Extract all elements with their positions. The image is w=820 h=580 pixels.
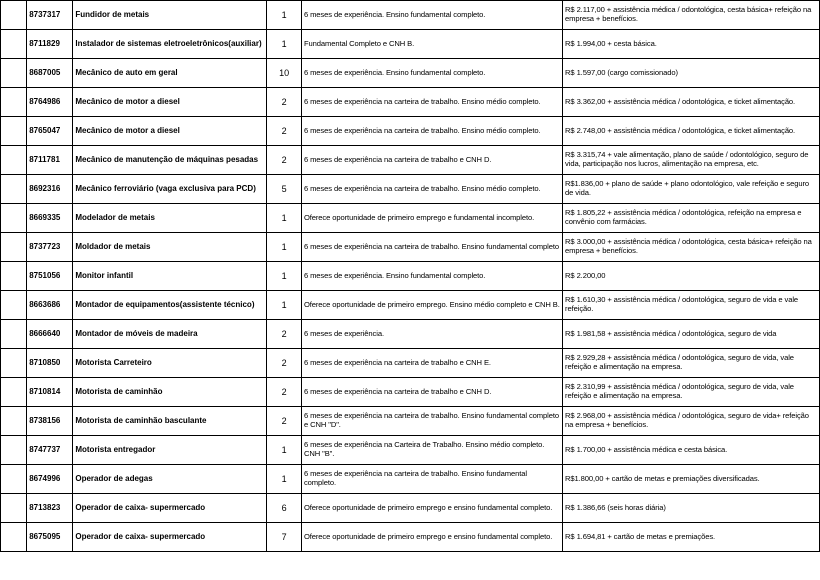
job-requirements: Oferece oportunidade de primeiro emprego. Ensino médio completo e CNH B. [301,291,562,320]
table-row [1,320,820,349]
job-title: Montador de móveis de madeira [73,320,267,349]
salary-benefits: R$ 2.748,00 + assistência médica / odontológica, e ticket alimentação. [563,117,820,146]
salary-benefits: R$ 1.597,00 (cargo comissionado) [563,59,820,88]
row-margin-cell [1,349,27,378]
job-title: Motorista entregador [73,436,267,465]
vacancy-count: 1 [267,465,302,494]
row-margin-cell [1,30,27,59]
vacancy-count: 1 [267,262,302,291]
job-title: Monitor infantil [73,262,267,291]
job-requirements: Oferece oportunidade de primeiro emprego e ensino fundamental completo. [301,523,562,552]
vacancy-count: 2 [267,117,302,146]
job-requirements: 6 meses de experiência na carteira de trabalho. Ensino fundamental completo. [301,465,562,494]
job-title: Modelador de metais [73,204,267,233]
job-requirements: 6 meses de experiência na carteira de trabalho. Ensino fundamental completo e CNH "D". [301,407,562,436]
job-code: 8737317 [27,1,73,30]
job-code: 8669335 [27,204,73,233]
job-title: Mecânico de auto em geral [73,59,267,88]
vacancy-count: 1 [267,291,302,320]
job-title: Fundidor de metais [73,1,267,30]
job-requirements: 6 meses de experiência na carteira de trabalho. Ensino médio completo. [301,117,562,146]
job-requirements: Oferece oportunidade de primeiro emprego e ensino fundamental completo. [301,494,562,523]
salary-benefits: R$ 2.117,00 + assistência médica / odontológica, cesta básica+ refeição na empresa + benefícios. [563,1,820,30]
table-row [1,88,820,117]
table-row [1,349,820,378]
row-margin-cell [1,436,27,465]
row-margin-cell [1,88,27,117]
row-margin-cell [1,523,27,552]
job-title: Motorista de caminhão [73,378,267,407]
salary-benefits: R$ 1.700,00 + assistência médica e cesta básica. [563,436,820,465]
job-code: 8737723 [27,233,73,262]
table-row [1,378,820,407]
table-row [1,204,820,233]
job-title: Mecânico de motor a diesel [73,88,267,117]
job-requirements: 6 meses de experiência na carteira de trabalho e CNH E. [301,349,562,378]
vacancy-count: 2 [267,88,302,117]
salary-benefits: R$ 1.805,22 + assistência médica / odontológica, refeição na empresa e convênio com farmácias. [563,204,820,233]
salary-benefits: R$ 1.610,30 + assistência médica / odontológica, seguro de vida e vale refeição. [563,291,820,320]
salary-benefits: R$ 1.694,81 + cartão de metas e premiações. [563,523,820,552]
vacancy-count: 1 [267,30,302,59]
row-margin-cell [1,117,27,146]
job-title: Mecânico de motor a diesel [73,117,267,146]
vacancy-count: 2 [267,349,302,378]
row-margin-cell [1,494,27,523]
job-code: 8711781 [27,146,73,175]
job-requirements: 6 meses de experiência na carteira de trabalho e CNH D. [301,378,562,407]
job-code: 8710850 [27,349,73,378]
vacancy-count: 2 [267,320,302,349]
job-requirements: 6 meses de experiência na carteira de trabalho. Ensino médio completo. [301,175,562,204]
job-requirements: 6 meses de experiência na carteira de trabalho. Ensino fundamental completo [301,233,562,262]
vacancy-count: 2 [267,146,302,175]
row-margin-cell [1,1,27,30]
job-title: Mecânico ferroviário (vaga exclusiva para PCD) [73,175,267,204]
table-row [1,146,820,175]
table-row [1,407,820,436]
job-requirements: 6 meses de experiência na Carteira de Trabalho. Ensino médio completo. CNH "B". [301,436,562,465]
salary-benefits: R$1.800,00 + cartão de metas e premiações diversificadas. [563,465,820,494]
salary-benefits: R$ 1.981,58 + assistência médica / odontológica, seguro de vida [563,320,820,349]
row-margin-cell [1,291,27,320]
row-margin-cell [1,59,27,88]
job-requirements: 6 meses de experiência na carteira de trabalho. Ensino médio completo. [301,88,562,117]
vacancy-count: 2 [267,378,302,407]
table-row [1,1,820,30]
job-title: Mecânico de manutenção de máquinas pesadas [73,146,267,175]
salary-benefits: R$ 3.315,74 + vale alimentação, plano de saúde / odontológico, seguro de vida, participação nos lucros, alimentação na empresa, etc. [563,146,820,175]
table-row [1,436,820,465]
salary-benefits: R$1.836,00 + plano de saúde + plano odontológico, vale refeição e seguro de vida. [563,175,820,204]
table-row [1,523,820,552]
table-row [1,494,820,523]
job-code: 8751056 [27,262,73,291]
table-row [1,465,820,494]
job-code: 8711829 [27,30,73,59]
job-code: 8738156 [27,407,73,436]
job-code: 8692316 [27,175,73,204]
job-code: 8675095 [27,523,73,552]
table-body [1,1,820,552]
vacancy-count: 10 [267,59,302,88]
job-code: 8764986 [27,88,73,117]
vacancy-count: 2 [267,407,302,436]
job-code: 8765047 [27,117,73,146]
job-requirements: 6 meses de experiência na carteira de trabalho e CNH D. [301,146,562,175]
salary-benefits: R$ 1.386,66 (seis horas diária) [563,494,820,523]
salary-benefits: R$ 2.968,00 + assistência médica / odontológica, seguro de vida+ refeição na empresa + benefícios. [563,407,820,436]
row-margin-cell [1,233,27,262]
job-title: Montador de equipamentos(assistente técnico) [73,291,267,320]
salary-benefits: R$ 2.200,00 [563,262,820,291]
job-title: Instalador de sistemas eletroeletrônicos(auxiliar) [73,30,267,59]
table-row [1,117,820,146]
table-row [1,59,820,88]
job-code: 8674996 [27,465,73,494]
salary-benefits: R$ 1.994,00 + cesta básica. [563,30,820,59]
job-requirements: Oferece oportunidade de primeiro emprego e fundamental incompleto. [301,204,562,233]
table-row [1,30,820,59]
job-title: Operador de caixa- supermercado [73,523,267,552]
vacancy-count: 1 [267,1,302,30]
vacancy-count: 1 [267,233,302,262]
table-row [1,291,820,320]
job-code: 8710814 [27,378,73,407]
job-code: 8747737 [27,436,73,465]
job-code: 8666640 [27,320,73,349]
job-title: Operador de caixa- supermercado [73,494,267,523]
vacancy-count: 1 [267,204,302,233]
job-requirements: 6 meses de experiência. Ensino fundamental completo. [301,262,562,291]
job-requirements: 6 meses de experiência. Ensino fundamental completo. [301,59,562,88]
job-requirements: 6 meses de experiência. [301,320,562,349]
row-margin-cell [1,378,27,407]
job-title: Moldador de metais [73,233,267,262]
job-title: Operador de adegas [73,465,267,494]
row-margin-cell [1,320,27,349]
job-requirements: Fundamental Completo e CNH B. [301,30,562,59]
vacancy-count: 5 [267,175,302,204]
salary-benefits: R$ 2.929,28 + assistência médica / odontológica, seguro de vida, vale refeição e alimentação na empresa. [563,349,820,378]
job-code: 8687005 [27,59,73,88]
vacancy-count: 7 [267,523,302,552]
salary-benefits: R$ 2.310,99 + assistência médica / odontológica, seguro de vida, vale refeição e alimentação na empresa. [563,378,820,407]
row-margin-cell [1,465,27,494]
job-title: Motorista Carreteiro [73,349,267,378]
row-margin-cell [1,146,27,175]
table-row [1,233,820,262]
row-margin-cell [1,262,27,291]
salary-benefits: R$ 3.000,00 + assistência médica / odontológica, cesta básica+ refeição na empresa + benefícios. [563,233,820,262]
row-margin-cell [1,407,27,436]
row-margin-cell [1,175,27,204]
row-margin-cell [1,204,27,233]
vacancy-count: 6 [267,494,302,523]
vacancy-count: 1 [267,436,302,465]
table-row [1,262,820,291]
table-row [1,175,820,204]
job-code: 8663686 [27,291,73,320]
job-title: Motorista de caminhão basculante [73,407,267,436]
job-requirements: 6 meses de experiência. Ensino fundamental completo. [301,1,562,30]
job-code: 8713823 [27,494,73,523]
salary-benefits: R$ 3.362,00 + assistência médica / odontológica, e ticket alimentação. [563,88,820,117]
